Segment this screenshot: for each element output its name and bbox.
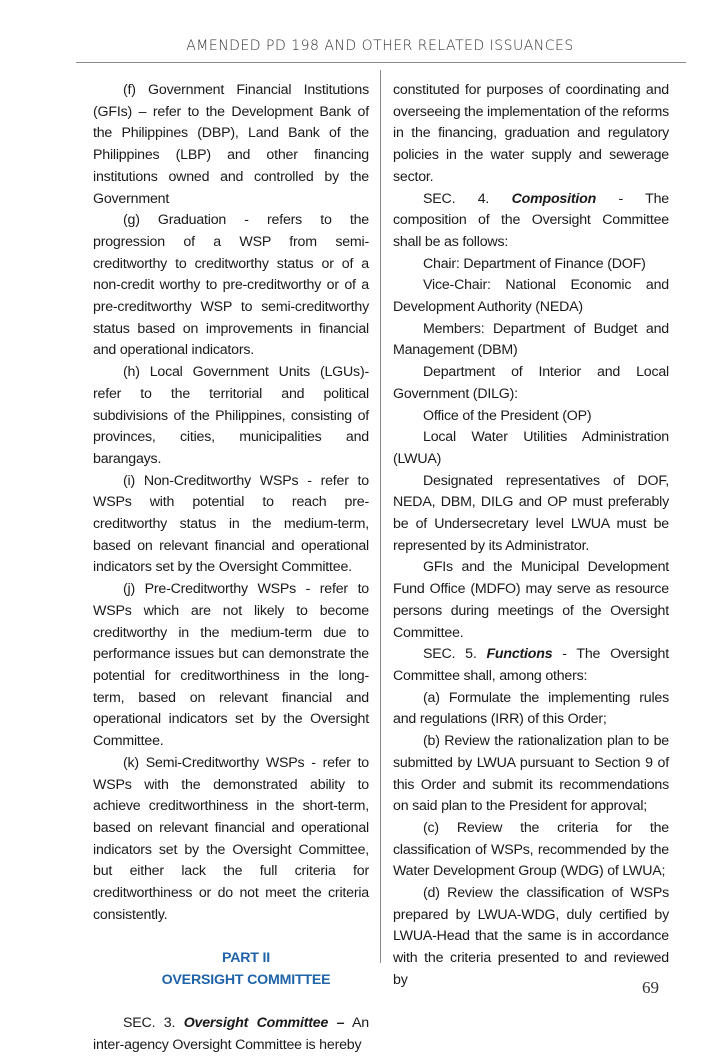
definition-k: (k) Semi-Creditworthy WSPs - refer to WSPs with the demonstrated ability to achieve creditworthiness in the short-term, based on relevant financial and operational indicators set by the Oversight Committee, but either lack the full criteria for creditworthiness or do not meet the criteria consistently. [93, 754, 369, 923]
section-3-label: SEC. 3. [123, 1015, 176, 1032]
section-5 [393, 644, 669, 687]
header-rule [76, 62, 686, 63]
section-4-text: - The composition of the Oversight Committee shall be as follows: [393, 190, 669, 250]
section-3 [93, 1013, 369, 1056]
definition-g: (g) Graduation - refers to the progression of a WSP from semi-creditworthy to creditworthy status or of a non-credit worthy to pre-creditworthy or of a pre-creditworthy WSP to semi-creditworthy status based on improvements in financial and operational indicators. [93, 212, 369, 359]
function-b: (b) Review the rationalization plan to be submitted by LWUA pursuant to Section 9 of this Order and submit its recommendations on said plan to the President for approval; [393, 733, 669, 815]
designated-representatives: Designated representatives of DOF, NEDA, DBM, DILG and OP must preferably be of Undersecretary level LWUA must be represented by its Administrator. [393, 472, 669, 554]
column-divider [380, 70, 381, 963]
section-5-text: - The Oversight Committee shall, among others: [393, 646, 669, 684]
right-column [393, 80, 669, 992]
composition-member-op: Office of the President (OP) [423, 407, 592, 424]
definition-h: (h) Local Government Units (LGUs)- refer to the territorial and political subdivisions of the Philippines, consisting of provinces, cities, municipalities and barangays. [93, 364, 369, 467]
section-5-label: SEC. 5. [423, 646, 477, 663]
composition-vice-chair: Vice-Chair: National Economic and Development Authority (NEDA) [393, 277, 669, 316]
function-d: (d) Review the classification of WSPs prepared by LWUA-WDG, duly certified by LWUA-Head that the same is in accordance with the criteria presented to and reviewed by [393, 885, 669, 988]
running-header: AMENDED PD 198 AND OTHER RELATED ISSUANCES [186, 38, 574, 54]
page-number: 69 [642, 978, 659, 997]
section-3-text: An inter-agency Oversight Committee is hereby [93, 1015, 369, 1053]
definition-i: (i) Non-Creditworthy WSPs - refer to WSPs with potential to reach pre-creditworthy status in the medium-term, based on relevant financial and operational indicators set by the Oversight Committee. [93, 472, 369, 576]
composition-members: Members: Department of Budget and Management (DBM) [393, 320, 669, 359]
definition-j: (j) Pre-Creditworthy WSPs - refer to WSPs which are not likely to become creditworthy in the medium-term due to performance issues but can demonstrate the potential for creditworthiness in the long-term, based on relevant financial and operational indicators set by the Oversight Committee. [93, 581, 369, 750]
section-4-title: Composition [511, 190, 597, 207]
function-a: (a) Formulate the implementing rules and regulations (IRR) of this Order; [393, 689, 669, 728]
section-3-title: Oversight Committee – [183, 1015, 345, 1032]
section-5-title: Functions [486, 646, 553, 663]
composition-member-dilg: Department of Interior and Local Government (DILG): [393, 364, 669, 402]
section-4 [393, 189, 669, 254]
composition-chair: Chair: Department of Finance (DOF) [423, 255, 646, 272]
resource-persons: GFIs and the Municipal Development Fund Office (MDFO) may serve as resource persons during meetings of the Oversight Committee. [393, 559, 669, 641]
section-4-label: SEC. 4. [423, 190, 490, 207]
definition-f: (f) Government Financial Institutions (GFIs) – refer to the Development Bank of the Philippines (DBP), Land Bank of the Philippines (LBP) and other financing institutions owned and controlled by the Government [93, 82, 369, 207]
function-c: (c) Review the criteria for the classification of WSPs, recommended by the Water Development Group (WDG) of LWUA; [393, 819, 669, 880]
part-label: PART II [222, 950, 270, 967]
part-title: OVERSIGHT COMMITTEE [161, 971, 331, 988]
composition-member-lwua: Local Water Utilities Administration (LWUA) [393, 429, 669, 467]
section-3-continued: constituted for purposes of coordinating and overseeing the implementation of the reforms in the financing, graduation and regulatory policies in the water supply and sewerage sector. [393, 82, 669, 185]
left-column [93, 80, 369, 1057]
